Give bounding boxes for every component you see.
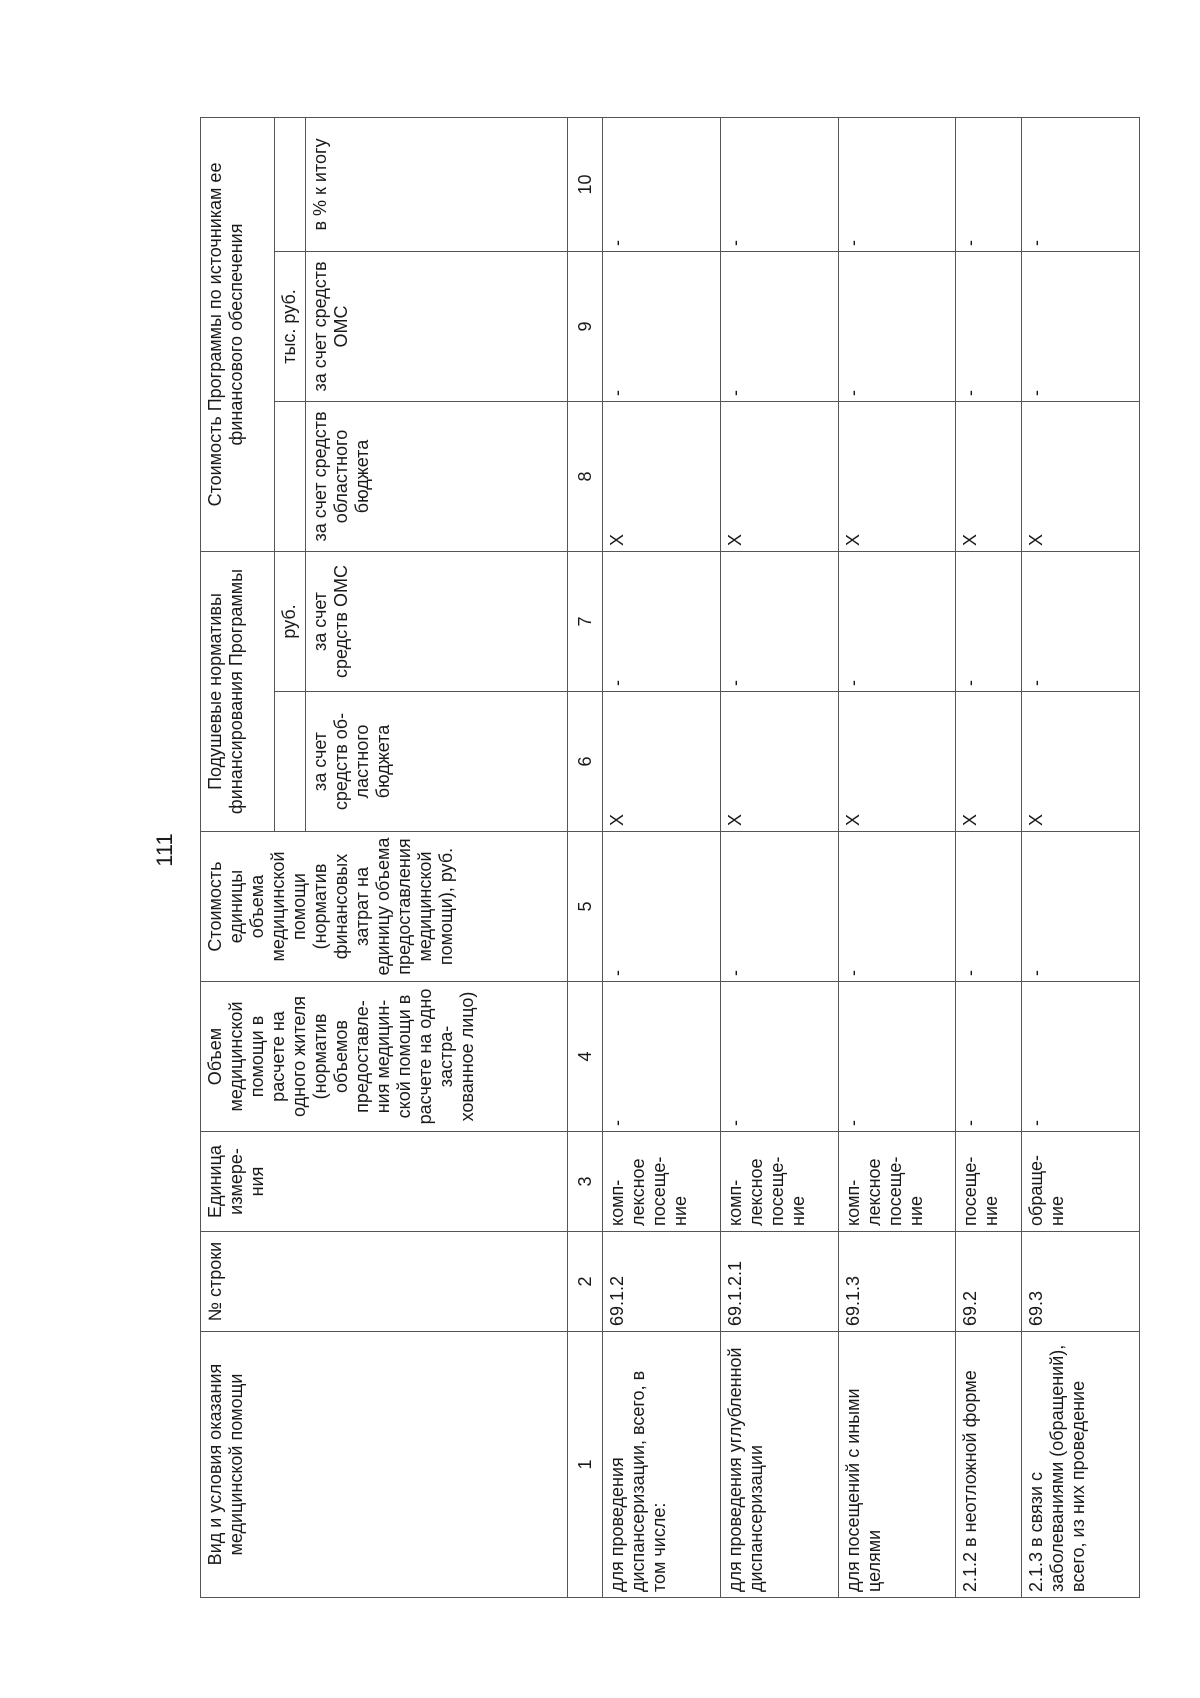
header-gap-cost — [275, 401, 306, 551]
cell-cost-oms: - — [721, 251, 839, 401]
header-unit: Единица измере-ния — [201, 1132, 568, 1232]
column-number: 4 — [568, 982, 603, 1132]
header-gap-percent — [275, 117, 306, 251]
header-percapita-group: Подушевые нормативы финансирования Программы — [201, 551, 275, 831]
cell-percapita-oms: - — [603, 551, 721, 691]
cell-percapita-regional: X — [603, 692, 721, 832]
table-row — [1022, 117, 1140, 1597]
table-row — [603, 117, 721, 1597]
cell-cost-oms: - — [603, 251, 721, 401]
cell-unit: посеще-ние — [956, 1132, 1022, 1232]
column-number: 1 — [568, 1332, 603, 1598]
cell-cost-regional: X — [838, 401, 956, 551]
cell-type: 2.1.3 в связи с заболеваниями (обращений), всего, из них проведение — [1022, 1332, 1140, 1598]
cell-cost-percent: - — [838, 117, 956, 251]
cell-row-number: 69.1.2 — [603, 1232, 721, 1332]
header-cost-percent: в % к итогу — [306, 117, 568, 251]
cell-volume: - — [956, 982, 1022, 1132]
cell-cost-percent: - — [1022, 117, 1140, 251]
cell-cost-percent: - — [956, 117, 1022, 251]
cell-type: для проведения диспансеризации, всего, в том числе: — [603, 1332, 721, 1598]
cell-percapita-oms: - — [838, 551, 956, 691]
header-row-1 — [201, 117, 275, 1597]
header-percapita-oms: за счет средств ОМС — [306, 551, 568, 691]
cell-type: для проведения углубленной диспансеризации — [721, 1332, 839, 1598]
cell-row-number: 69.1.3 — [838, 1232, 956, 1332]
cell-cost-percent: - — [603, 117, 721, 251]
cell-unit: комп-лексное посеще-ние — [603, 1132, 721, 1232]
cell-volume: - — [603, 982, 721, 1132]
page-number: 111 — [152, 833, 177, 867]
cell-cost-regional: X — [956, 401, 1022, 551]
header-type: Вид и условия оказания медицинской помощи — [201, 1332, 568, 1598]
cell-unit-cost: - — [721, 832, 839, 982]
cell-percapita-regional: X — [1022, 692, 1140, 832]
table-row — [721, 117, 839, 1597]
header-cost-group: Стоимость Программы по источникам ее финансового обеспечения — [201, 117, 275, 551]
table-row — [956, 117, 1022, 1597]
cell-volume: - — [838, 982, 956, 1132]
cell-cost-regional: X — [603, 401, 721, 551]
cell-unit: комп-лексное посеще-ние — [721, 1132, 839, 1232]
cell-type: для посещений с иными целями — [838, 1332, 956, 1598]
cell-percapita-oms: - — [721, 551, 839, 691]
cell-unit-cost: - — [1022, 832, 1140, 982]
cell-percapita-oms: - — [1022, 551, 1140, 691]
header-volume: Объем медицинской помощи в расчете на одного жителя (норматив объемов предоставле-ния медицин-ской помощи в расчете на одно застра-хованное лицо) — [201, 982, 568, 1132]
cell-volume: - — [721, 982, 839, 1132]
cell-row-number: 69.1.2.1 — [721, 1232, 839, 1332]
header-cost-regional: за счет средств областного бюджета — [306, 401, 568, 551]
column-number: 6 — [568, 692, 603, 832]
column-number: 8 — [568, 401, 603, 551]
cell-percapita-regional: X — [838, 692, 956, 832]
column-number: 7 — [568, 551, 603, 691]
cell-percapita-regional: X — [721, 692, 839, 832]
cell-unit-cost: - — [956, 832, 1022, 982]
column-number-row — [568, 117, 603, 1597]
cell-type: 2.1.2 в неотложной форме — [956, 1332, 1022, 1598]
header-cost-oms: за счет средств ОМС — [306, 251, 568, 401]
column-number: 3 — [568, 1132, 603, 1232]
column-number: 2 — [568, 1232, 603, 1332]
column-number: 9 — [568, 251, 603, 401]
financing-table — [200, 117, 1140, 1598]
cell-percapita-regional: X — [956, 692, 1022, 832]
cell-unit-cost: - — [838, 832, 956, 982]
column-number: 10 — [568, 117, 603, 251]
cell-percapita-oms: - — [956, 551, 1022, 691]
cell-row-number: 69.3 — [1022, 1232, 1140, 1332]
table-row — [838, 117, 956, 1597]
cell-row-number: 69.2 — [956, 1232, 1022, 1332]
cell-unit: обраще-ние — [1022, 1132, 1140, 1232]
header-unit-thousand-rub: тыс. руб. — [275, 251, 306, 401]
cell-cost-regional: X — [721, 401, 839, 551]
header-gap-percapita — [275, 692, 306, 832]
cell-cost-regional: X — [1022, 401, 1140, 551]
header-row-number: № строки — [201, 1232, 568, 1332]
cell-cost-oms: - — [1022, 251, 1140, 401]
cell-unit-cost: - — [603, 832, 721, 982]
cell-volume: - — [1022, 982, 1140, 1132]
cell-cost-percent: - — [721, 117, 839, 251]
column-number: 5 — [568, 832, 603, 982]
cell-cost-oms: - — [956, 251, 1022, 401]
header-unit-rub: руб. — [275, 551, 306, 691]
cell-unit: комп-лексное посеще-ние — [838, 1132, 956, 1232]
table-rotated-wrapper — [200, 118, 1140, 1598]
header-percapita-regional: за счет средств об-ластного бюджета — [306, 692, 568, 832]
header-unit-cost: Стоимость единицы объема медицинской помощи (норматив финансовых затрат на единицу объема предоставления медицинской помощи), руб. — [201, 832, 568, 982]
cell-cost-oms: - — [838, 251, 956, 401]
